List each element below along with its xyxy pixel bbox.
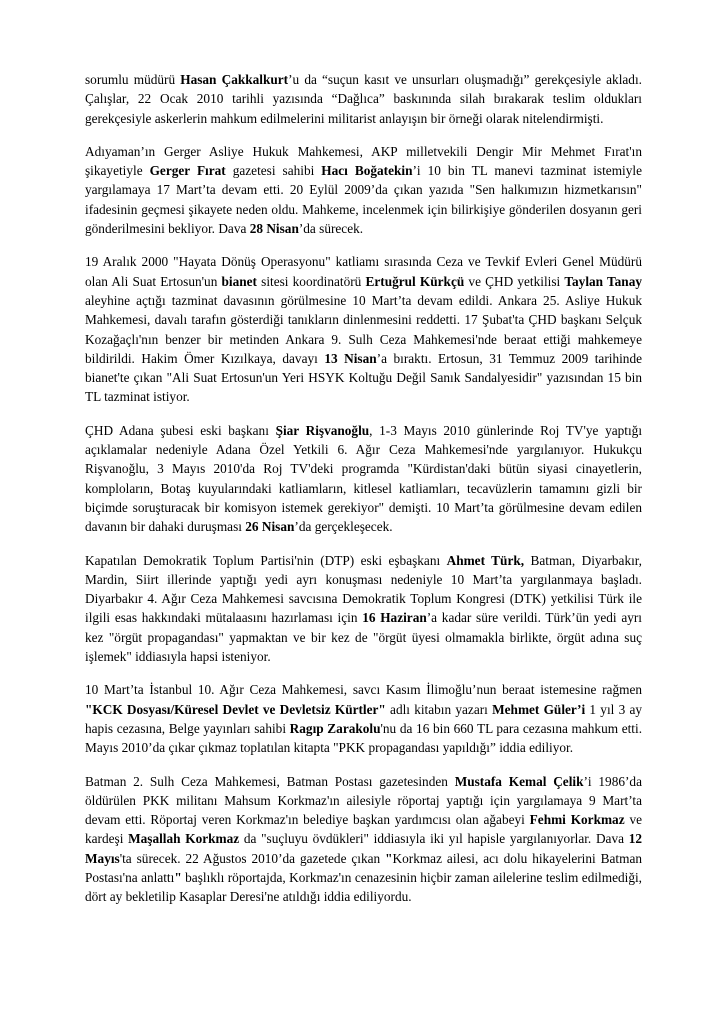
paragraph: 10 Mart’ta İstanbul 10. Ağır Ceza Mahkemesi, savcı Kasım İlimoğlu’nun beraat istemesine rağmen "KCK Dosyası/Küresel Devlet ve Devletsiz Kürtler" adlı kitabın yazarı Mehmet Güler’i 1 yıl 3 ay hapis cezasına, Belge yayınları sahibi Ragıp Zarakolu'nu da 16 bin 660 TL para cezasına mahkum etti. Mayıs 2010’da çıkar çıkmaz toplatılan kitapta "PKK propagandası yapıldığı” iddia ediliyor.	[85, 682, 643, 756]
bold-text: "	[174, 869, 182, 885]
paragraph: 19 Aralık 2000 "Hayata Dönüş Operasyonu" katliamı sırasında Ceza ve Tevkif Evleri Genel Müdürü olan Ali Suat Ertosun'un bianet sitesi koordinatörü Ertuğrul Kürkçü ve ÇHD yetkilisi Taylan Tanay aleyhine açtığı tazminat davasının görülmesine 10 Mart’ta devam edildi. Ankara 25. Asliye Hukuk Mahkemesi, davalı tarafın gösterdiği tanıkların dinlenmesini reddetti. 17 Şubat'ta ÇHD başkanı Selçuk Kozağaçlı'nın benzer bir metinden Ankara 9. Sulh Ceza Mahkemesi'nde beraat ettiği mahkemeye bildirildi. Hakim Ömer Kızılkaya, davayı 13 Nisan’a bıraktı. Ertosun, 31 Temmuz 2009 tarihinde bianet'te çıkan "Ali Suat Ertosun'un Yeri HSYK Koltuğu Değil Sanık Sandalyesidir" yazısından 15 bin TL tazminat istiyor.	[85, 254, 642, 405]
bold-text: Hasan Çakkalkurt	[180, 72, 289, 87]
bold-text: 26 Nisan	[245, 519, 295, 535]
paragraph: ÇHD Adana şubesi eski başkanı Şiar Rişvanoğlu, 1-3 Mayıs 2010 günlerinde Roj TV'ye yaptığı açıklamalar nedeniyle Adana Özel Yetkili 6. Ağır Ceza Mahkemesi'nde yargılanıyor. Hukukçu Rişvanoğlu, 3 Mayıs 2010'da Roj TV'deki programda "Kürdistan'daki bütün siyasi cinayetlerin, komploların, Botaş kuyularındaki katliamların, kitlesel katliamları, tecavüzlerin tamamını gizli bir biçimde soruşturacak bir komisyon istemek gerekiyor" demişti. 10 Mart’ta görülmesine devam edilen davanın bir dahaki duruşması 26 Nisan’da gerçekleşecek.	[85, 422, 643, 535]
bold-text: Taylan Tanay	[564, 273, 642, 289]
bold-text: 16 Haziran	[362, 610, 427, 626]
paragraph: sorumlu müdürü Hasan Çakkalkurt’u da “suçun kasıt ve unsurları oluşmadığı” gerekçesiyle akladı. Çalışlar, 22 Ocak 2010 tarihli yazısında “Dağlıca” baskınında silah bırakarak teslim oldukları gerekçesiyle askerlerin mahkum edilmelerini militarist anlayışın bir örneği olarak nitelendirmişti.	[85, 72, 642, 126]
bold-text: Fehmi Korkmaz	[529, 812, 625, 828]
bold-text: "	[385, 850, 393, 866]
bold-text: Mustafa Kemal Çelik	[454, 773, 584, 789]
bold-text: bianet	[221, 273, 257, 289]
bold-text: "KCK Dosyası/Küresel Devlet ve Devletsiz Kürtler"	[85, 701, 386, 717]
bold-text: Ragıp Zarakolu	[289, 720, 381, 736]
paragraph: Adıyaman’ın Gerger Asliye Hukuk Mahkemesi, AKP milletvekili Dengir Mir Mehmet Fırat'ın şikayetiyle Gerger Fırat gazetesi sahibi Hacı Boğatekin’i 10 bin TL manevi tazminat istemiyle yargılamaya 17 Mart’ta devam etti. 20 Eylül 2009’da çıkan yazıda "Sen halkımızın hizmetkarısın" ifadesinin geçmesi şikayete neden oldu. Mahkeme, incelenmek için bilirkişiye gönderilen dosyanın geri gönderilmesini bekliyor. Dava 28 Nisan’da sürecek.	[85, 143, 642, 237]
bold-text: 28 Nisan	[249, 221, 299, 237]
bold-text: Mehmet Güler’i	[492, 701, 586, 717]
bold-text: 13 Nisan	[324, 350, 377, 366]
bold-text: Ahmet Türk,	[446, 552, 525, 568]
paragraph: Kapatılan Demokratik Toplum Partisi'nin (DTP) eski eşbaşkanı Ahmet Türk, Batman, Diyarbakır, Mardin, Siirt illerinde yaptığı yedi ayrı konuşması nedeniyle 10 Mart’ta yargılanmaya başladı. Diyarbakır 4. Ağır Ceza Mahkemesi savcısına Demokratik Toplum Kongresi (DTK) yetkilisi Türk ile ilgili esas hakkındaki mütalaasını hazırlaması için 16 Haziran’a kadar süre verildi. Türk’ün yedi ayrı kez "örgüt propagandası" yapmaktan ve bir kez de "örgüt üyesi olmamakla birlikte, örgüt adına suç işlemek" iddiasıyla hapsi isteniyor.	[85, 552, 643, 665]
bold-text: Gerger Fırat	[149, 163, 226, 179]
bold-text: Şiar Rişvanoğlu	[275, 422, 370, 438]
bold-text: Ertuğrul Kürkçü	[365, 273, 465, 289]
bold-text: Hacı Boğatekin	[321, 163, 413, 179]
document-page	[85, 70, 642, 921]
paragraph: Batman 2. Sulh Ceza Mahkemesi, Batman Postası gazetesinden Mustafa Kemal Çelik’i 1986’da öldürülen PKK militanı Mahsum Korkmaz'ın ailesiyle röportaj yaptığı için yargılamaya 9 Mart’ta devam etti. Röportaj veren Korkmaz'ın belediye başkan yardımcısı olan ağabeyi Fehmi Korkmaz ve kardeşi Maşallah Korkmaz da "suçluyu övdükleri" iddiasıyla iki yıl hapisle yargılanıyorlar. Dava 12 Mayıs'ta sürecek. 22 Ağustos 2010’da gazetede çıkan "Korkmaz ailesi, acı dolu hikayelerini Batman Postası'na anlattı" başlıklı röportajda, Korkmaz'ın cenazesinin hiçbir zaman ailelerine teslim edilmediği, dört ay bekletilip Kasaplar Deresi'ne atıldığı iddia ediliyordu.	[85, 773, 642, 905]
bold-text: 12 Mayıs	[85, 831, 642, 866]
bold-text: Maşallah Korkmaz	[128, 831, 240, 847]
